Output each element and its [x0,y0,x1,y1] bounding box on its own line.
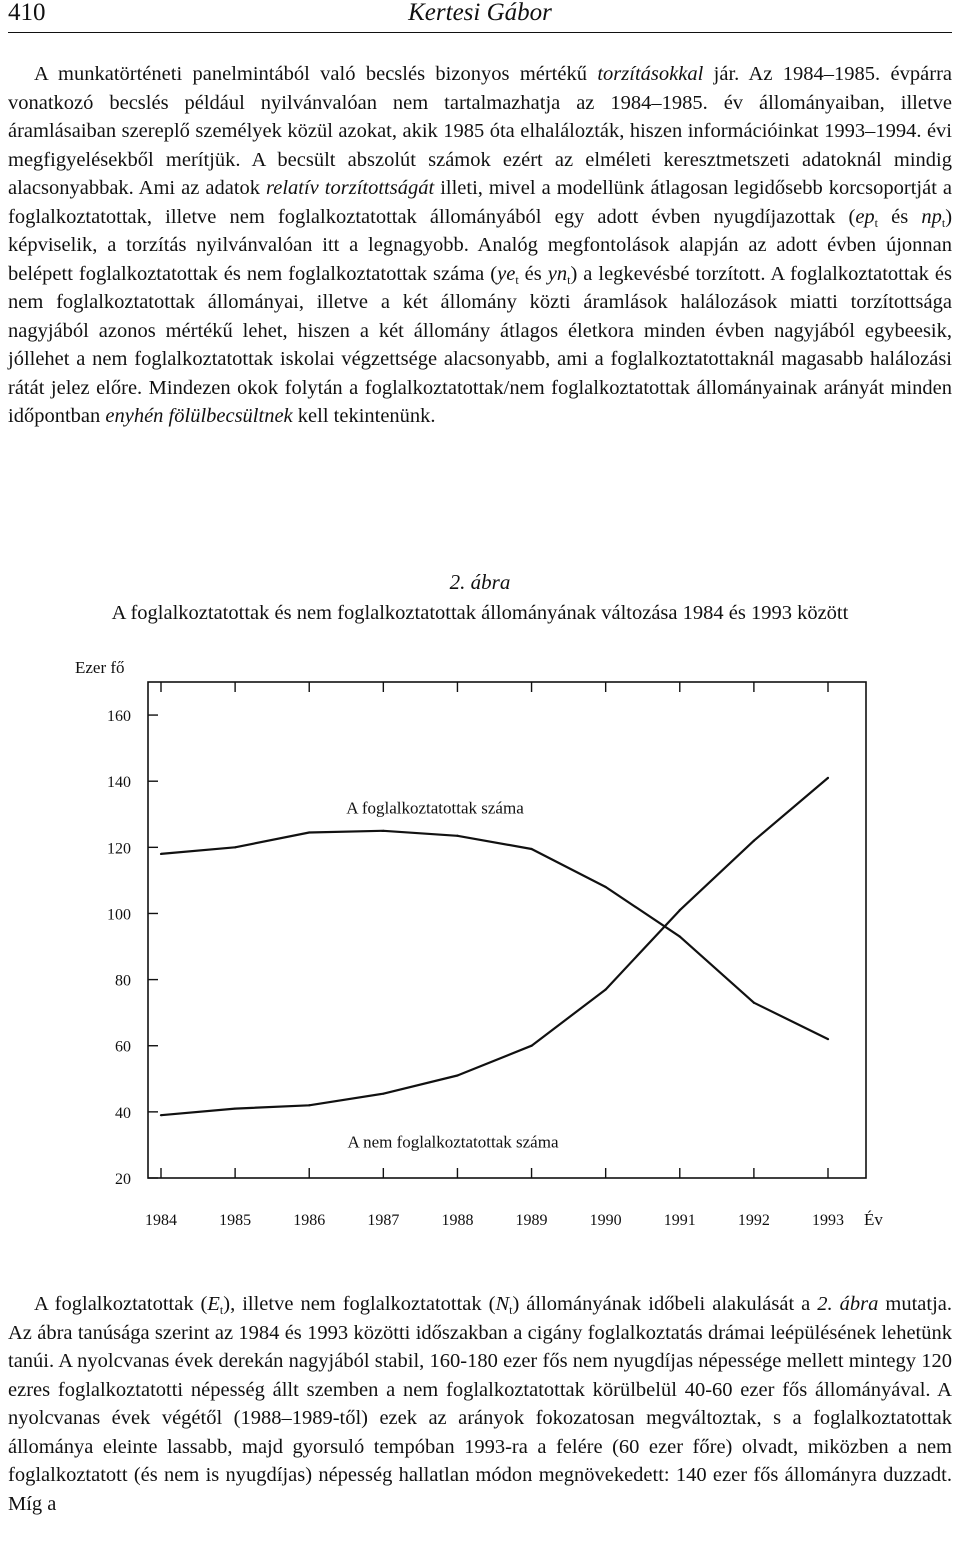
data-point [605,886,607,888]
header-rule [8,32,952,33]
subscript: t [515,272,519,287]
running-head: Kertesi Gábor [408,0,552,26]
emphasis: torzításokkal [597,63,704,85]
text-run: és [518,262,548,285]
x-tick-label: 1988 [441,1212,474,1229]
subscript: t [219,1303,224,1317]
x-axis-label: Év [864,1210,883,1229]
text-run: kell tekintenünk. [292,405,436,427]
x-tick-label: 1987 [367,1212,400,1229]
data-point [382,1093,384,1095]
y-tick-label: 20 [115,1171,131,1188]
chart-series [160,777,829,1152]
variable: ye [497,262,516,285]
text-run: és [878,205,922,228]
text-run: ) állományának időbeli alakulását a [512,1293,818,1315]
data-point [530,848,532,850]
variable: np [921,205,942,228]
series-line-2 [161,778,828,1115]
data-point [827,1038,829,1040]
text-run: A munkatörténeti panelmintából való becslés bizonyos mértékű [34,63,598,85]
data-point [308,831,310,833]
page-header [8,0,952,36]
text-run: mutatja. Az ábra tanúsága szerint az 1984 és 1993 közötti időszakban a cigány foglalkoztatás drámai leépülésének lehetünk tanúi. A nyolcvanas évek derekán nagyjából stabil, 160-180 ezer fős nem nyugdíjas népessége mellett mintegy 120 ezres foglalkoztatotti népesség állt szemben a nem foglalkoztatottak körülbelül 40-60 ezer fős állományával. A nyolcvanas évek végétől (1988–1989-től) ezek az arányok fokozatosan megváltoztak, s a foglalkoztatottak állománya eleinte lassabb, majd gyorsuló tempóban 1993-ra a felére (60 ezer főre) olvadt, miközben a nem foglalkoztatott (és nem is nyugdíjas) népesség hallatlan módon megnövekedett: 140 ezer fős állományra duzzadt. Míg a [8,1293,952,1515]
text-run: ), illetve nem foglalkoztatottak ( [223,1293,496,1315]
data-point [530,1045,532,1047]
data-point [234,846,236,848]
subscript: t [941,215,946,230]
data-point [234,1107,236,1109]
body-paragraph-1 [8,60,952,431]
text-run: A foglalkoztatottak ( [34,1293,208,1315]
text-run: illeti, mivel a modellünk átlagosan legidősebb korcsoportját a foglalkoztatottak, illetve nem foglalkoztatottak állományából egy adott évben nyugdíjazottak ( [8,177,953,228]
data-point [160,853,162,855]
y-tick-label: 40 [115,1104,131,1122]
text-run: ) képviselik, a torzítás nyilvánvalóan itt a legnagyobb. Analóg megfontolások alapján az adott évben újonnan belépett foglalkoztatottak és nem foglalkoztatottak száma ( [8,205,953,285]
body-paragraph-2 [8,1290,952,1518]
x-tick-label: 1985 [219,1212,252,1229]
plot-frame [148,682,866,1178]
figure-reference: 2. ábra [817,1293,879,1315]
y-axis-label: Ezer fő [75,658,125,677]
emphasis: enyhén fölülbecsültnek [105,405,293,427]
figure-title: A foglalkoztatottak és nem foglalkoztatottak állományának változása 1984 és 1993 között [111,602,849,624]
x-tick-label: 1992 [737,1212,770,1229]
data-point [679,909,681,911]
data-point [753,840,755,842]
y-tick-label: 140 [107,774,131,792]
variable: ep [855,205,875,228]
x-tick-label: 1986 [293,1212,326,1229]
data-point [456,1074,458,1076]
series-label-2: A nem foglalkoztatottak száma [347,1132,559,1152]
text-run: ) a legkevésbé torzított. A foglalkoztatottak és nem foglalkoztatottak állományai, illetve a két állomány közti áramlások halálozások miatti torzítottsága nagyjából azonos mértékű lehet, hiszen a két állomány átlagos életkora minden évben nagyjából egybeesik, jóllehet a nem foglalkoztatottak iskolai végzettsége alacsonyabb, ami a foglalkoztatottaknál magasabb halálozási rátát jelez előre. Mindezen okok folytán a foglalkoztatottak/nem foglalkoztatottak állományainak arányát minden időpontban [8,262,953,427]
series-line-1 [161,831,828,1039]
x-tick-label: 1993 [812,1212,844,1229]
emphasis: relatív torzítottságát [266,177,435,199]
line-chart [0,640,960,1240]
page-number: 410 [8,0,46,26]
data-point [679,936,681,938]
variable: E [207,1293,220,1315]
y-tick-label: 60 [115,1038,131,1056]
data-point [160,1114,162,1116]
figure-number: 2. ábra [449,570,511,594]
series-label-1: A foglalkoztatottak száma [346,798,524,818]
data-point [382,830,384,832]
data-point [456,835,458,837]
y-tick-label: 100 [107,906,131,924]
y-tick-label: 80 [115,972,131,990]
data-point [605,988,607,990]
y-tick-label: 160 [107,708,131,726]
subscript: t [509,1303,513,1317]
variable: yn [547,262,568,285]
subscript: t [567,272,571,287]
subscript: t [874,215,879,230]
text-run: jár. Az 1984–1985. évpárra vonatkozó becslés például nyilvánvalóan nem tartalmazhatja az 1984–1985. év állományaiban, illetve áramlásaiban szereplő személyek közül azokat, akik 1985 óta elhalálozták, hiszen információinkat 1993–1994. évi megfigyelésekből merítjük. A becsült abszolút számok ezért az elméleti keresztmetszeti adatoknál mindig alacsonyabbak. Ami az adatok [8,63,952,199]
x-tick-label: 1991 [663,1212,696,1229]
x-tick-label: 1990 [589,1212,622,1229]
y-tick-label: 120 [107,840,131,858]
x-tick-label: 1984 [145,1212,177,1229]
data-point [308,1104,310,1106]
variable: N [495,1293,510,1315]
x-tick-label: 1989 [515,1212,548,1229]
data-point [753,1002,755,1004]
data-point [827,777,829,779]
